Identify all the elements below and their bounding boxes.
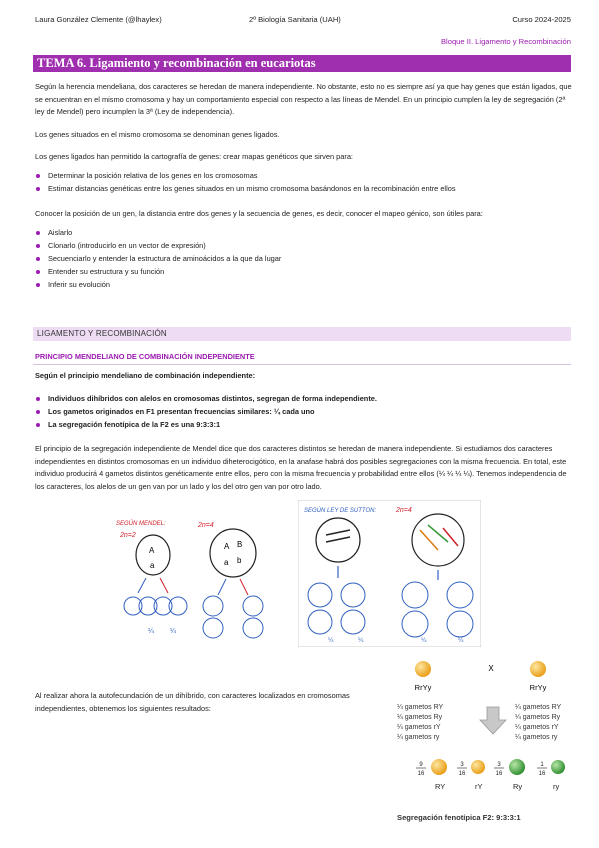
list-item: Aislarlo [35, 226, 281, 239]
list-item: Inferir su evolución [35, 278, 281, 291]
svg-text:9: 9 [419, 762, 423, 768]
svg-text:A: A [149, 546, 155, 555]
svg-text:¼ gametos Ry: ¼ gametos Ry [397, 714, 443, 721]
section-title: LIGAMENTO Y RECOMBINACIÓN [37, 329, 167, 338]
parent-1-genotype: RrYy [414, 683, 432, 692]
sutton-sketch [298, 500, 481, 647]
svg-text:ry: ry [553, 782, 560, 791]
subsection-divider [33, 364, 571, 365]
svg-text:¼ gametos ry: ¼ gametos ry [515, 734, 558, 741]
svg-text:RY: RY [435, 782, 446, 791]
paragraph-selfcross: Al realizar ahora la autofecundación de un dihíbrido, con caracteres localizados en cromosomas independientes, obtenemos los siguientes resultados: [35, 691, 350, 713]
svg-text:¼ gametos RY: ¼ gametos RY [397, 704, 444, 711]
list-item: Determinar la posición relativa de los genes en los cromosomas [35, 169, 456, 182]
subsection-title: PRINCIPIO MENDELIANO DE COMBINACIÓN INDEPENDIENTE [35, 352, 255, 361]
arrow-down-icon [480, 707, 506, 734]
sketch-label-2n2: 2n=2 [120, 532, 136, 539]
cross-figure [393, 657, 578, 809]
seed-parent-1 [415, 661, 431, 677]
paragraph-principle: Según el principio mendeliano de combinación independiente: [35, 371, 256, 380]
sketch-label-sutton-2n4: 2n=4 [396, 507, 412, 514]
list-cartography [35, 169, 456, 195]
svg-text:16: 16 [495, 771, 503, 777]
svg-text:¼: ¼ [148, 628, 154, 635]
svg-text:¼: ¼ [358, 637, 364, 644]
header-year: Curso 2024-2025 [512, 15, 571, 24]
intro-paragraph-1: Según la herencia mendeliana, dos caracteres se heredan de manera independiente. No obstante, esto no es siempre así ya que hay genes que están ligados, que se encuentran en el mismo cromosoma y hay un comportamiento especial con respecto a las líneas de Mendel. En un principio cumplen la ley de segregación (2ª ley de Mendel) pero incumplen la 3ª (Ley de independencia). [35, 82, 572, 117]
list-principle [35, 392, 377, 431]
segregation-caption: Segregación fenotípica F2: 9:3:3:1 [397, 813, 521, 822]
svg-text:¼ gametos Ry: ¼ gametos Ry [515, 714, 561, 721]
svg-text:A: A [224, 542, 230, 551]
section-bar [33, 327, 571, 341]
svg-text:¼: ¼ [458, 637, 464, 644]
intro-paragraph-2: Los genes situados en el mismo cromosoma se denominan genes ligados. [35, 130, 280, 139]
sketch-label-mendel: SEGÚN MENDEL: [116, 521, 166, 527]
header-author: Laura González Clemente (@lhaylex) [35, 15, 162, 24]
svg-text:Ry: Ry [513, 782, 523, 791]
svg-text:16: 16 [538, 771, 546, 777]
cross-symbol: X [488, 664, 494, 673]
block-label: Bloque II. Ligamento y Recombinación [440, 37, 571, 46]
sketch-label-2n4: 2n=4 [198, 522, 214, 529]
svg-text:b: b [237, 556, 242, 565]
sketch-label-sutton: SEGÚN LEY DE SUTTON: [304, 508, 377, 514]
header-course: 2º Biología Sanitaria (UAH) [249, 15, 341, 24]
svg-text:a: a [150, 561, 155, 570]
list-item: Estimar distancias genéticas entre los genes situados en un mismo cromosoma basándonos en la recombinación entre ellos [35, 182, 456, 195]
svg-text:¼ gametos ry: ¼ gametos ry [397, 734, 440, 741]
svg-text:rY: rY [475, 782, 483, 791]
list-item: Individuos dihíbridos con alelos en cromosomas distintos, segregan de forma independiente. [35, 392, 377, 405]
list-item: Los gametos originados en F1 presentan frecuencias similares: ¼ cada uno [35, 405, 377, 418]
title-bar [33, 55, 571, 72]
list-item: Entender su estructura y su función [35, 265, 281, 278]
page-title: TEMA 6. Ligamiento y recombinación en eucariotas [37, 56, 316, 70]
paragraph-segregation: El principio de la segregación independiente de Mendel dice que dos caracteres distintos se heredan de manera independiente. Si estudiamos dos caracteres independientes en distintos cromosomas en un individuo diheterocigótico, en la anafase habrá dos posibles segregaciones con la misma frecuencia. En total, este individuo producirá 4 gametos distintos genéticamente entre ellos, pero con la misma frecuencia y probabilidad entre ellos (¼ ¼ ¼ ¼). Tenemos independencia de los caracteres, los alelos de un gen van por un lado y los del otro gen van por otro lado. [35, 444, 567, 491]
svg-text:16: 16 [458, 771, 466, 777]
svg-text:¼: ¼ [421, 637, 427, 644]
list-item: Clonarlo (introducirlo en un vector de expresión) [35, 239, 281, 252]
parent-2-genotype: RrYy [529, 683, 547, 692]
svg-text:16: 16 [417, 771, 425, 777]
seed-parent-2 [530, 661, 546, 677]
svg-text:¼ gametos RY: ¼ gametos RY [515, 704, 562, 711]
paragraph-mapping: Conocer la posición de un gen, la distancia entre dos genes y la secuencia de genes, es decir, conocer el mapeo génico, son útiles para: [35, 209, 483, 218]
svg-text:3: 3 [497, 762, 501, 768]
svg-text:a: a [224, 558, 229, 567]
intro-paragraph-3: Los genes ligados han permitido la cartografía de genes: crear mapas genéticos que sirven para: [35, 152, 353, 161]
svg-text:¼ gametos rY: ¼ gametos rY [397, 724, 441, 731]
svg-text:¼: ¼ [328, 637, 334, 644]
svg-text:¼: ¼ [170, 628, 176, 635]
list-item: La segregación fenotípica de la F2 es una 9:3:3:1 [35, 418, 377, 431]
list-uses [35, 226, 281, 291]
svg-text:3: 3 [460, 762, 464, 768]
svg-text:B: B [237, 540, 243, 549]
mendel-sketch [108, 513, 288, 648]
list-item: Secuenciarlo y entender la estructura de aminoácidos a la que da lugar [35, 252, 281, 265]
svg-text:¼ gametos rY: ¼ gametos rY [515, 724, 559, 731]
svg-text:1: 1 [540, 762, 544, 768]
